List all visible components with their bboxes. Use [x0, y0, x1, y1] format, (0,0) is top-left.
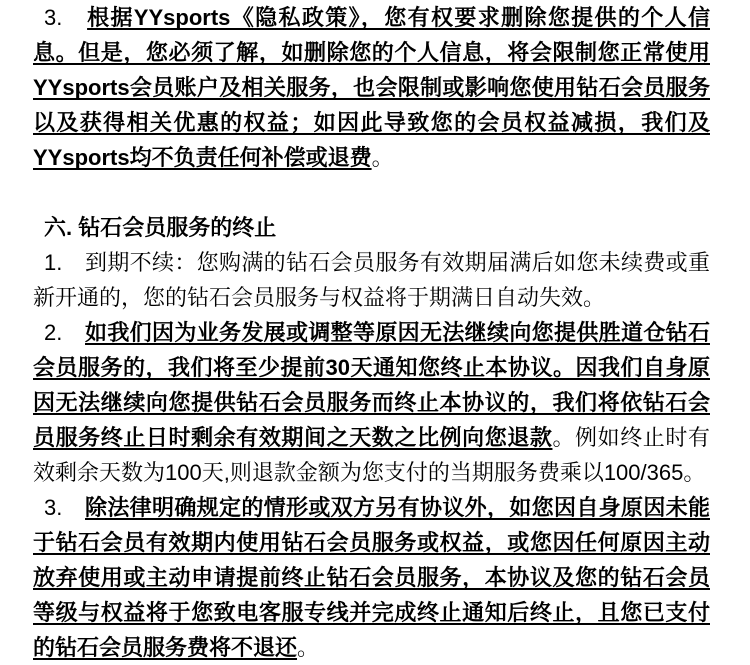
- clause-3-data-deletion-run-0: 3.: [44, 5, 88, 30]
- clause-6-3-termination-by-user-run-1: 除法律明确规定的情形或双方另有协议外，如您因自身原因未能于钻石会员有效期内使用钻石会员服务或权益，或您因任何原因主动放弃使用或主动申请提前终止钻石会员服务，本协议及您的钻石会员等级与权益将于您致电客服专线并完成终止通知后终止，且您已支付的钻石会员服务费将不退还: [33, 495, 710, 660]
- clause-6-2-termination-by-provider: [33, 315, 710, 490]
- clause-6-2-termination-by-provider-run-0: 2.: [44, 320, 86, 345]
- clause-6-1-expiry: [33, 245, 710, 315]
- clause-6-3-termination-by-user: [33, 490, 710, 665]
- section-6-heading-run-0: 六. 钻石会员服务的终止: [44, 215, 277, 240]
- clause-6-2-termination-by-provider-run-1: 如我们因为业务发展或调整等原因无法继续向您提供胜道仓钻石会员服务的，我们将至少提前30天通知您终止本协议。因我们自身原因无法继续向您提供钻石会员服务而终止本协议的，我们将依钻石会员服务终止日时剩余有效期间之天数之比例向您退款: [33, 320, 710, 450]
- clause-6-3-termination-by-user-run-0: 3.: [44, 495, 86, 520]
- clause-3-data-deletion: [33, 0, 710, 175]
- section-6-heading: [33, 210, 710, 245]
- clause-6-1-expiry-run-1: 到期不续：您购满的钻石会员服务有效期届满后如您未续费或重新开通的，您的钻石会员服务与权益将于期满日自动失效。: [33, 250, 710, 310]
- clause-3-data-deletion-run-2: 。: [371, 145, 394, 170]
- clause-6-2-termination-by-provider-run-2: 。例如终止时有效剩余天数为100天,则退款金额为您支付的当期服务费乘以100/365。: [33, 425, 710, 485]
- clause-6-3-termination-by-user-run-2: 。: [297, 635, 320, 660]
- clause-3-data-deletion-run-1: 根据YYsports《隐私政策》，您有权要求删除您提供的个人信息。但是，您必须了解，如删除您的个人信息，将会限制您正常使用YYsports会员账户及相关服务，也会限制或影响您使用钻石会员服务以及获得相关优惠的权益；如因此导致您的会员权益减损，我们及YYsports均不负责任何补偿或退费: [33, 5, 710, 170]
- clause-6-1-expiry-run-0: 1.: [44, 250, 86, 275]
